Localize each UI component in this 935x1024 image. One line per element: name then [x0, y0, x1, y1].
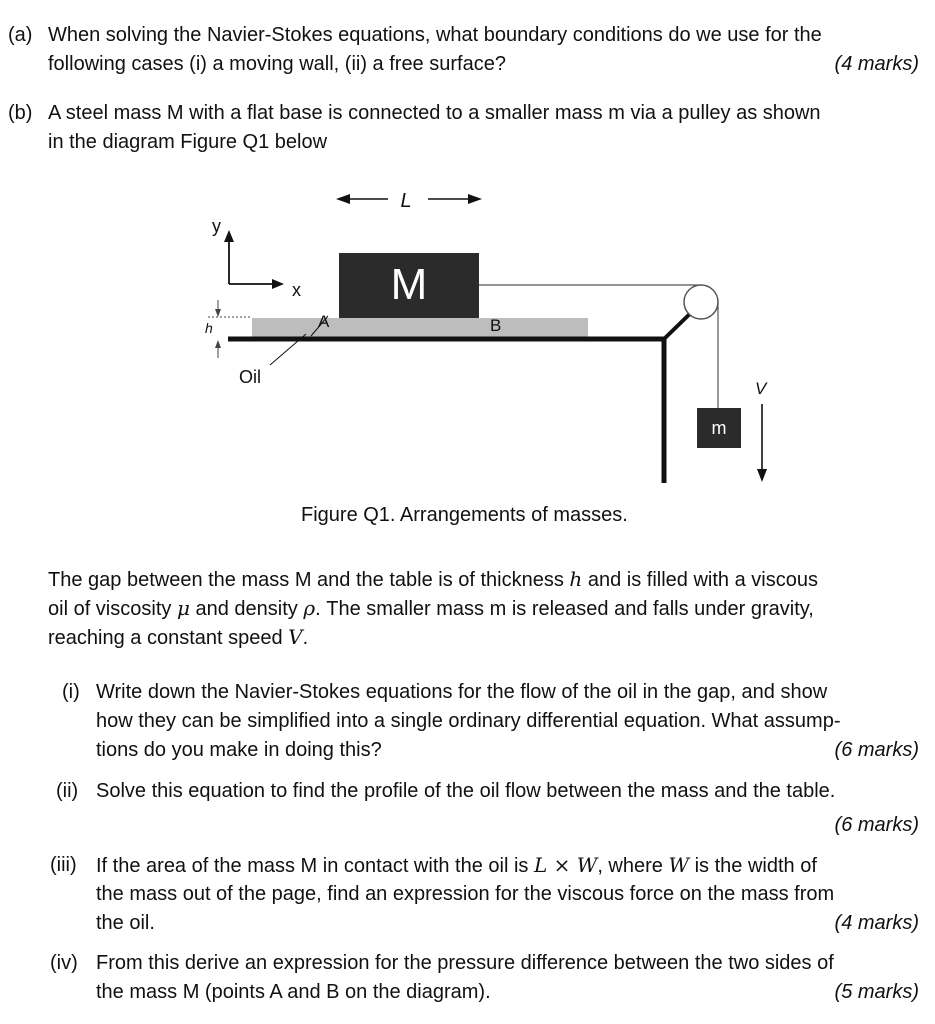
- description-line-1: The gap between the mass M and the table is of thickness h and is filled with a viscous: [48, 567, 818, 591]
- velocity-arrow: [757, 404, 767, 482]
- question-iv-label: (iv): [50, 952, 78, 974]
- symbol-mu: μ: [176, 596, 190, 620]
- question-i-marks: (6 marks): [834, 739, 919, 761]
- description-line-3: reaching a constant speed V.: [48, 625, 309, 649]
- mass-m-label: m: [711, 418, 727, 438]
- oil-label: Oil: [239, 367, 261, 387]
- question-ii-marks: (6 marks): [834, 814, 919, 836]
- question-i-line-1: Write down the Navier-Stokes equations for the flow of the oil in the gap, and show: [96, 681, 828, 703]
- part-a-label: (a): [8, 24, 33, 46]
- gap-label: h: [205, 320, 213, 336]
- point-A-label: A: [318, 312, 330, 331]
- question-iv-marks: (5 marks): [834, 981, 919, 1003]
- question-i-label: (i): [62, 681, 80, 703]
- oil-layer: [252, 318, 588, 338]
- question-iii-line-1: If the area of the mass M in contact with the oil is L × W, where W is the width of: [96, 853, 817, 877]
- question-iii-line-3: the oil.: [96, 912, 155, 934]
- symbol-h: h: [569, 567, 583, 591]
- symbol-rho: ρ: [303, 596, 316, 620]
- part-a-line-2: following cases (i) a moving wall, (ii) a free surface?: [48, 53, 506, 75]
- question-iii-marks: (4 marks): [834, 912, 919, 934]
- axes-icon: [224, 230, 284, 289]
- question-iii-line-2: the mass out of the page, find an expression for the viscous force on the mass from: [96, 883, 835, 905]
- part-b-line-2: in the diagram Figure Q1 below: [48, 131, 328, 153]
- pulley-icon: [684, 285, 718, 319]
- question-ii-line-1: Solve this equation to find the profile of the oil flow between the mass and the table.: [96, 780, 836, 802]
- part-b-label: (b): [8, 102, 33, 124]
- length-label: L: [400, 190, 412, 212]
- gap-dimension: [208, 300, 252, 358]
- question-i-line-2: how they can be simplified into a single ordinary differential equation. What assump-: [96, 710, 841, 732]
- part-a-marks: (4 marks): [834, 53, 919, 75]
- velocity-label: V: [755, 379, 767, 398]
- part-a-line-1: When solving the Navier-Stokes equations, what boundary conditions do we use for the: [48, 24, 822, 46]
- mass-M-label: M: [390, 260, 428, 309]
- point-B-label: B: [490, 316, 502, 335]
- symbol-V: V: [288, 625, 303, 649]
- question-ii-label: (ii): [56, 780, 79, 802]
- figure-caption: Figure Q1. Arrangements of masses.: [301, 504, 628, 526]
- axis-x-label: x: [292, 280, 301, 300]
- part-b-line-1: A steel mass M with a flat base is connected to a smaller mass m via a pulley as shown: [48, 102, 821, 124]
- question-i-line-3: tions do you make in doing this?: [96, 739, 382, 761]
- axis-y-label: y: [212, 216, 221, 236]
- question-iv-line-2: the mass M (points A and B on the diagram).: [96, 981, 491, 1003]
- description-line-2: oil of viscosity μ and density ρ. The smaller mass m is released and falls under gravity,: [48, 596, 814, 620]
- question-iii-label: (iii): [50, 854, 77, 876]
- question-iv-line-1: From this derive an expression for the pressure difference between the two sides of: [96, 952, 834, 974]
